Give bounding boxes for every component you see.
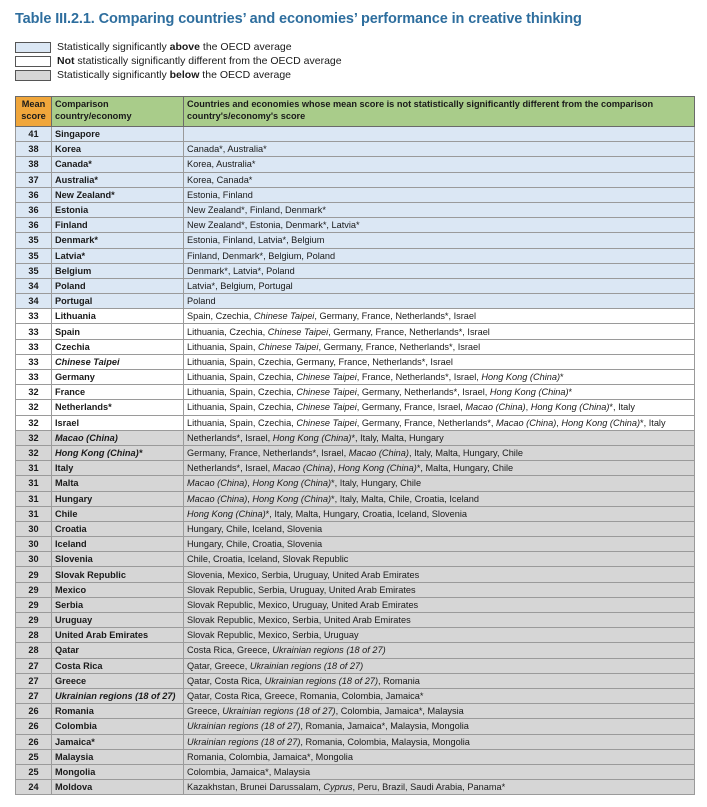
country-cell: Korea xyxy=(52,142,184,157)
country-cell: Finland xyxy=(52,218,184,233)
mean-score-cell: 36 xyxy=(16,218,52,233)
mean-score-cell: 33 xyxy=(16,370,52,385)
country-cell: Czechia xyxy=(52,339,184,354)
comparison-table xyxy=(15,96,695,795)
table-row xyxy=(16,324,695,339)
not-different-list-cell: Lithuania, Spain, Czechia, Chinese Taipei, Germany, Netherlands*, Israel, Hong Kong (China)* xyxy=(184,385,695,400)
mean-score-cell: 31 xyxy=(16,476,52,491)
mean-score-cell: 28 xyxy=(16,643,52,658)
country-cell: Slovak Republic xyxy=(52,567,184,582)
not-different-list-cell: Lithuania, Spain, Czechia, Chinese Taipei, Germany, France, Netherlands*, Macao (China), Hong Kong (China)*, Italy xyxy=(184,415,695,430)
table-row xyxy=(16,294,695,309)
table-row xyxy=(16,734,695,749)
table-row xyxy=(16,673,695,688)
not-different-list-cell xyxy=(184,127,695,142)
header-mean-score: Mean score xyxy=(16,97,52,127)
mean-score-cell: 33 xyxy=(16,339,52,354)
table-row xyxy=(16,476,695,491)
country-cell: Malaysia xyxy=(52,749,184,764)
country-cell: Chinese Taipei xyxy=(52,354,184,369)
mean-score-cell: 26 xyxy=(16,704,52,719)
mean-score-cell: 29 xyxy=(16,597,52,612)
mean-score-cell: 35 xyxy=(16,233,52,248)
table-row xyxy=(16,202,695,217)
table-row xyxy=(16,764,695,779)
table-row xyxy=(16,142,695,157)
table-row xyxy=(16,567,695,582)
country-cell: Belgium xyxy=(52,263,184,278)
not-different-list-cell: Hong Kong (China)*, Italy, Malta, Hungary, Croatia, Iceland, Slovenia xyxy=(184,506,695,521)
not-different-list-cell: New Zealand*, Estonia, Denmark*, Latvia* xyxy=(184,218,695,233)
mean-score-cell: 34 xyxy=(16,294,52,309)
mean-score-cell: 26 xyxy=(16,719,52,734)
mean-score-cell: 30 xyxy=(16,521,52,536)
mean-score-cell: 32 xyxy=(16,430,52,445)
mean-score-cell: 27 xyxy=(16,673,52,688)
country-cell: Uruguay xyxy=(52,613,184,628)
not-different-list-cell: Finland, Denmark*, Belgium, Poland xyxy=(184,248,695,263)
table-row xyxy=(16,309,695,324)
table-row xyxy=(16,339,695,354)
not-different-list-cell: Slovak Republic, Mexico, Serbia, Uruguay xyxy=(184,628,695,643)
country-cell: Jamaica* xyxy=(52,734,184,749)
legend-label-above: Statistically significantly above the OECD average xyxy=(57,41,292,53)
table-row xyxy=(16,385,695,400)
table-row xyxy=(16,233,695,248)
mean-score-cell: 32 xyxy=(16,445,52,460)
not-different-list-cell: Macao (China), Hong Kong (China)*, Italy, Malta, Chile, Croatia, Iceland xyxy=(184,491,695,506)
country-cell: Mexico xyxy=(52,582,184,597)
table-row xyxy=(16,658,695,673)
not-different-list-cell: Poland xyxy=(184,294,695,309)
not-different-list-cell: Chile, Croatia, Iceland, Slovak Republic xyxy=(184,552,695,567)
mean-score-cell: 26 xyxy=(16,734,52,749)
not-different-list-cell: Estonia, Finland, Latvia*, Belgium xyxy=(184,233,695,248)
mean-score-cell: 32 xyxy=(16,415,52,430)
mean-score-cell: 25 xyxy=(16,749,52,764)
mean-score-cell: 29 xyxy=(16,582,52,597)
mean-score-cell: 29 xyxy=(16,613,52,628)
table-row xyxy=(16,187,695,202)
legend xyxy=(15,40,342,82)
table-row xyxy=(16,537,695,552)
not-different-list-cell: Lithuania, Spain, Chinese Taipei, Germany, France, Netherlands*, Israel xyxy=(184,339,695,354)
country-cell: Denmark* xyxy=(52,233,184,248)
table-row xyxy=(16,248,695,263)
table-row xyxy=(16,278,695,293)
mean-score-cell: 32 xyxy=(16,385,52,400)
country-cell: New Zealand* xyxy=(52,187,184,202)
table-title: Table III.2.1. Comparing countries’ and economies’ performance in creative thinking xyxy=(15,11,582,27)
not-different-list-cell: Netherlands*, Israel, Macao (China), Hong Kong (China)*, Malta, Hungary, Chile xyxy=(184,461,695,476)
not-different-list-cell: Slovak Republic, Serbia, Uruguay, United Arab Emirates xyxy=(184,582,695,597)
mean-score-cell: 36 xyxy=(16,187,52,202)
table-row xyxy=(16,704,695,719)
country-cell: Germany xyxy=(52,370,184,385)
not-different-list-cell: Qatar, Costa Rica, Ukrainian regions (18 of 27), Romania xyxy=(184,673,695,688)
not-different-list-cell: Latvia*, Belgium, Portugal xyxy=(184,278,695,293)
table-row xyxy=(16,749,695,764)
not-different-list-cell: Lithuania, Czechia, Chinese Taipei, Germany, France, Netherlands*, Israel xyxy=(184,324,695,339)
not-different-list-cell: Spain, Czechia, Chinese Taipei, Germany, France, Netherlands*, Israel xyxy=(184,309,695,324)
country-cell: Estonia xyxy=(52,202,184,217)
not-different-list-cell: Lithuania, Spain, Czechia, Chinese Taipei, Germany, France, Israel, Macao (China), Hong Kong (China)*, Italy xyxy=(184,400,695,415)
country-cell: Poland xyxy=(52,278,184,293)
mean-score-cell: 31 xyxy=(16,461,52,476)
table-row xyxy=(16,491,695,506)
table-row xyxy=(16,415,695,430)
table-row xyxy=(16,597,695,612)
table-row xyxy=(16,127,695,142)
table-body xyxy=(16,127,695,795)
country-cell: Australia* xyxy=(52,172,184,187)
country-cell: Chile xyxy=(52,506,184,521)
country-cell: Italy xyxy=(52,461,184,476)
mean-score-cell: 38 xyxy=(16,157,52,172)
country-cell: Macao (China) xyxy=(52,430,184,445)
header-not-different-countries: Countries and economies whose mean score is not statistically significantly different from the comparison country's/economy's score xyxy=(184,97,695,127)
country-cell: Costa Rica xyxy=(52,658,184,673)
country-cell: Serbia xyxy=(52,597,184,612)
mean-score-cell: 31 xyxy=(16,506,52,521)
not-different-list-cell: Korea, Australia* xyxy=(184,157,695,172)
mean-score-cell: 30 xyxy=(16,552,52,567)
table-row xyxy=(16,780,695,795)
country-cell: Israel xyxy=(52,415,184,430)
table-row xyxy=(16,506,695,521)
mean-score-cell: 29 xyxy=(16,567,52,582)
country-cell: Hungary xyxy=(52,491,184,506)
country-cell: Iceland xyxy=(52,537,184,552)
mean-score-cell: 27 xyxy=(16,688,52,703)
country-cell: Moldova xyxy=(52,780,184,795)
mean-score-cell: 31 xyxy=(16,491,52,506)
country-cell: Singapore xyxy=(52,127,184,142)
mean-score-cell: 33 xyxy=(16,324,52,339)
legend-item-below xyxy=(15,68,342,82)
mean-score-cell: 33 xyxy=(16,309,52,324)
table-row xyxy=(16,172,695,187)
not-different-list-cell: Ukrainian regions (18 of 27), Romania, Jamaica*, Malaysia, Mongolia xyxy=(184,719,695,734)
legend-swatch-not-different xyxy=(15,56,51,67)
table-row xyxy=(16,354,695,369)
mean-score-cell: 33 xyxy=(16,354,52,369)
country-cell: Spain xyxy=(52,324,184,339)
not-different-list-cell: Hungary, Chile, Iceland, Slovenia xyxy=(184,521,695,536)
not-different-list-cell: Korea, Canada* xyxy=(184,172,695,187)
table-row xyxy=(16,430,695,445)
not-different-list-cell: Slovenia, Mexico, Serbia, Uruguay, United Arab Emirates xyxy=(184,567,695,582)
country-cell: Colombia xyxy=(52,719,184,734)
table-row xyxy=(16,461,695,476)
country-cell: Mongolia xyxy=(52,764,184,779)
not-different-list-cell: Canada*, Australia* xyxy=(184,142,695,157)
mean-score-cell: 27 xyxy=(16,658,52,673)
mean-score-cell: 32 xyxy=(16,400,52,415)
legend-swatch-above xyxy=(15,42,51,53)
mean-score-cell: 34 xyxy=(16,278,52,293)
legend-swatch-below xyxy=(15,70,51,81)
table-row xyxy=(16,552,695,567)
mean-score-cell: 25 xyxy=(16,764,52,779)
country-cell: Qatar xyxy=(52,643,184,658)
table-row xyxy=(16,628,695,643)
mean-score-cell: 35 xyxy=(16,263,52,278)
table-row xyxy=(16,582,695,597)
mean-score-cell: 37 xyxy=(16,172,52,187)
country-cell: Croatia xyxy=(52,521,184,536)
not-different-list-cell: Netherlands*, Israel, Hong Kong (China)*, Italy, Malta, Hungary xyxy=(184,430,695,445)
not-different-list-cell: Greece, Ukrainian regions (18 of 27), Colombia, Jamaica*, Malaysia xyxy=(184,704,695,719)
table-row xyxy=(16,157,695,172)
not-different-list-cell: Denmark*, Latvia*, Poland xyxy=(184,263,695,278)
country-cell: Hong Kong (China)* xyxy=(52,445,184,460)
table-row xyxy=(16,218,695,233)
legend-label-not-different: Not statistically significantly different from the OECD average xyxy=(57,55,342,67)
not-different-list-cell: Lithuania, Spain, Czechia, Chinese Taipei, France, Netherlands*, Israel, Hong Kong (China)* xyxy=(184,370,695,385)
mean-score-cell: 30 xyxy=(16,537,52,552)
country-cell: Canada* xyxy=(52,157,184,172)
not-different-list-cell: Costa Rica, Greece, Ukrainian regions (18 of 27) xyxy=(184,643,695,658)
table-row xyxy=(16,643,695,658)
country-cell: Latvia* xyxy=(52,248,184,263)
not-different-list-cell: Slovak Republic, Mexico, Uruguay, United Arab Emirates xyxy=(184,597,695,612)
not-different-list-cell: Germany, France, Netherlands*, Israel, Macao (China), Italy, Malta, Hungary, Chile xyxy=(184,445,695,460)
not-different-list-cell: Slovak Republic, Mexico, Serbia, United Arab Emirates xyxy=(184,613,695,628)
not-different-list-cell: Lithuania, Spain, Czechia, Germany, France, Netherlands*, Israel xyxy=(184,354,695,369)
mean-score-cell: 36 xyxy=(16,202,52,217)
header-comparison-country: Comparison country/economy xyxy=(52,97,184,127)
country-cell: France xyxy=(52,385,184,400)
country-cell: Ukrainian regions (18 of 27) xyxy=(52,688,184,703)
not-different-list-cell: Kazakhstan, Brunei Darussalam, Cyprus, Peru, Brazil, Saudi Arabia, Panama* xyxy=(184,780,695,795)
table-row xyxy=(16,613,695,628)
legend-item-not-different xyxy=(15,54,342,68)
not-different-list-cell: Estonia, Finland xyxy=(184,187,695,202)
not-different-list-cell: Hungary, Chile, Croatia, Slovenia xyxy=(184,537,695,552)
not-different-list-cell: Qatar, Costa Rica, Greece, Romania, Colombia, Jamaica* xyxy=(184,688,695,703)
country-cell: Malta xyxy=(52,476,184,491)
table-row xyxy=(16,400,695,415)
mean-score-cell: 35 xyxy=(16,248,52,263)
mean-score-cell: 41 xyxy=(16,127,52,142)
not-different-list-cell: Macao (China), Hong Kong (China)*, Italy, Hungary, Chile xyxy=(184,476,695,491)
table-header-row xyxy=(16,97,695,127)
table-row xyxy=(16,688,695,703)
country-cell: United Arab Emirates xyxy=(52,628,184,643)
mean-score-cell: 24 xyxy=(16,780,52,795)
table-row xyxy=(16,370,695,385)
mean-score-cell: 38 xyxy=(16,142,52,157)
table-row xyxy=(16,521,695,536)
legend-label-below: Statistically significantly below the OECD average xyxy=(57,69,292,81)
legend-item-above xyxy=(15,40,342,54)
mean-score-cell: 28 xyxy=(16,628,52,643)
country-cell: Netherlands* xyxy=(52,400,184,415)
table-row xyxy=(16,719,695,734)
not-different-list-cell: Ukrainian regions (18 of 27), Romania, Colombia, Malaysia, Mongolia xyxy=(184,734,695,749)
country-cell: Romania xyxy=(52,704,184,719)
country-cell: Lithuania xyxy=(52,309,184,324)
table-row xyxy=(16,263,695,278)
not-different-list-cell: Romania, Colombia, Jamaica*, Mongolia xyxy=(184,749,695,764)
table-row xyxy=(16,445,695,460)
country-cell: Slovenia xyxy=(52,552,184,567)
not-different-list-cell: Qatar, Greece, Ukrainian regions (18 of 27) xyxy=(184,658,695,673)
not-different-list-cell: Colombia, Jamaica*, Malaysia xyxy=(184,764,695,779)
not-different-list-cell: New Zealand*, Finland, Denmark* xyxy=(184,202,695,217)
country-cell: Portugal xyxy=(52,294,184,309)
country-cell: Greece xyxy=(52,673,184,688)
